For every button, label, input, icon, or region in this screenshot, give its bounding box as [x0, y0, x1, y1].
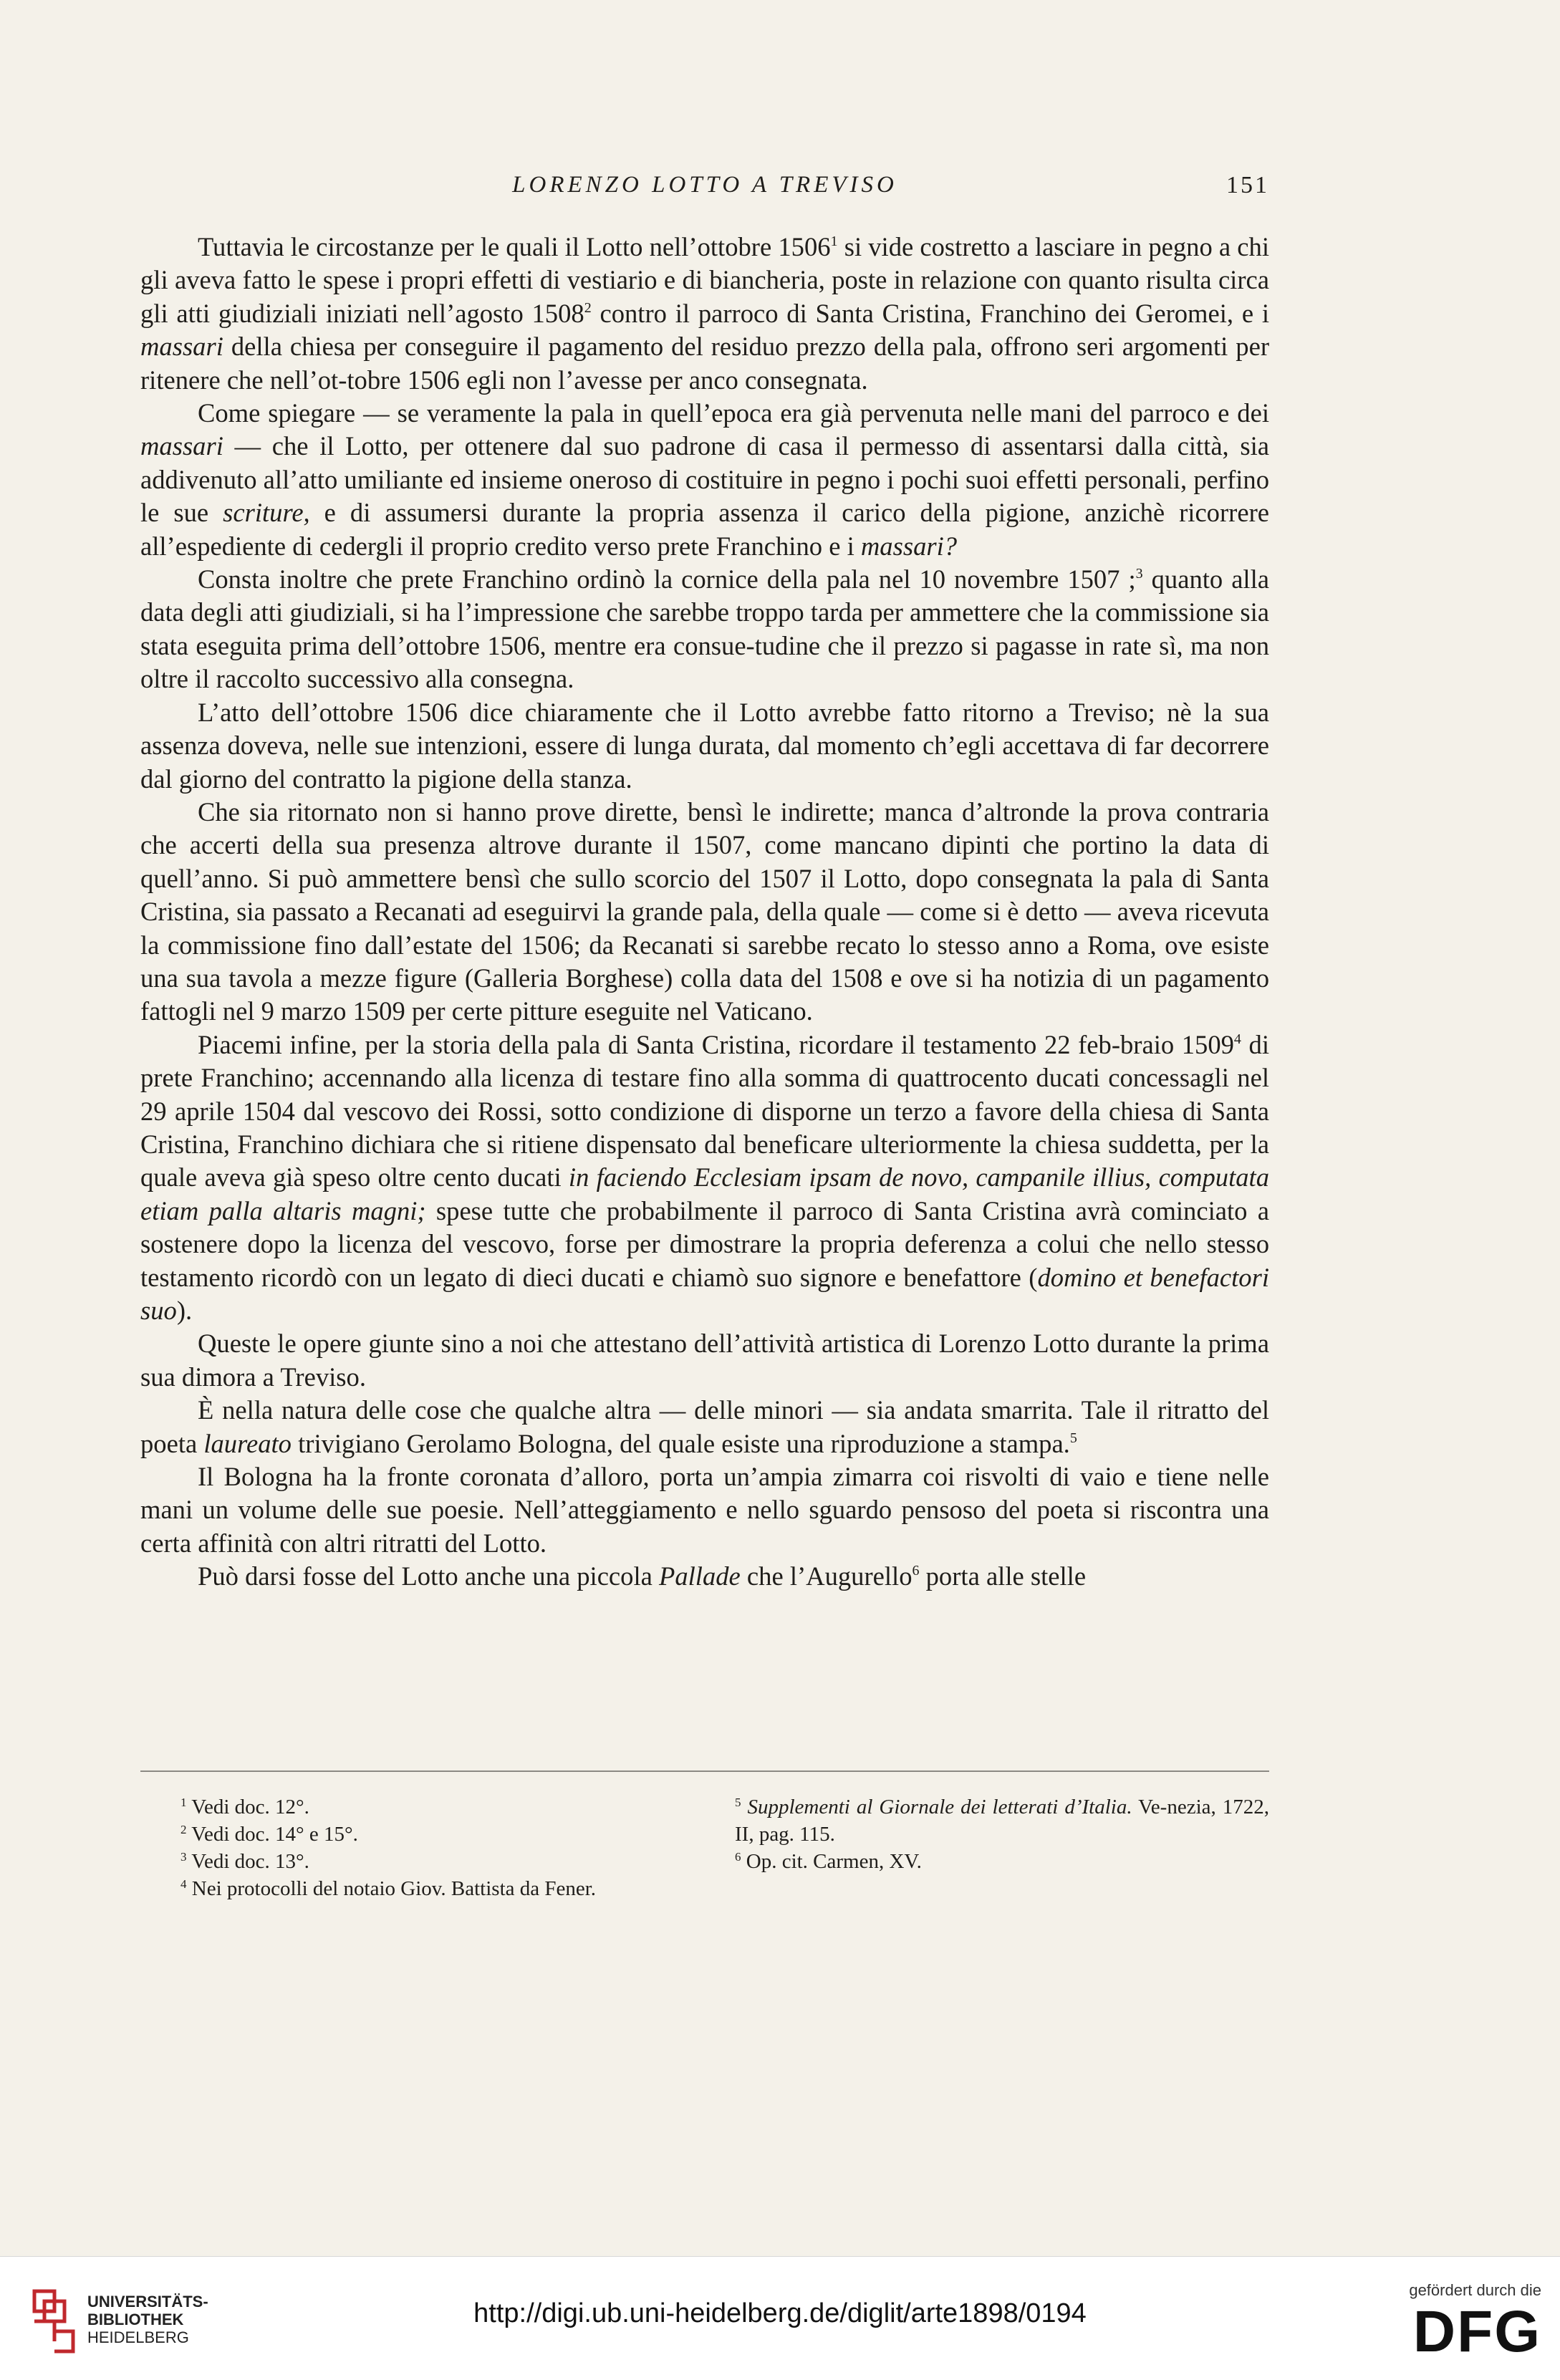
paragraph-10: Può darsi fosse del Lotto anche una piccola Pallade che l’Augurello$^6$ porta alle stelle	[198, 1561, 1087, 1591]
footnote-6: $^6$ Op. cit. Carmen, XV.	[735, 1850, 922, 1873]
dfg-logo: DFG	[1412, 2299, 1541, 2364]
footnote-5: $^5$ Supplementi al Giornale dei letterati d’Italia. Ve-nezia, 1722, II, pag. 115.	[735, 1796, 1270, 1846]
footnote-ref-1[interactable]: 1	[830, 233, 838, 249]
footnote-1: $^1$ Vedi doc. 12°.	[180, 1796, 309, 1818]
paragraph-8: È nella natura delle cose che qualche altra — delle minori — sia andata smarrita. Tale il ritratto del poeta laureato trivigiano Gerolamo Bologna, del quale esiste una riproduzione a stampa.$^5$	[140, 1395, 1269, 1458]
paragraph-2: Come spiegare — se veramente la pala in quell’epoca era già pervenuta nelle mani del parroco e dei massari — che il Lotto, per ottenere dal suo padrone di casa il permesso di assentarsi dalla città, sia addivenuto all’atto umiliante ed insieme oneroso di costituire in pegno i pochi suoi effetti personali, perfino le sue scriture, e di assumersi durante la propria assenza il carico della pigione, anzichè ricorrere all’espediente di cedergli il proprio credito verso prete Franchino e i massari?	[140, 398, 1269, 561]
footnote-ref-4[interactable]: 4	[1233, 1031, 1241, 1047]
page-header	[140, 172, 1269, 208]
footnote-ref-5[interactable]: 5	[1069, 1430, 1077, 1446]
body-text	[140, 231, 1269, 1594]
page-number: 151	[1226, 172, 1269, 198]
footnote-ref-2[interactable]: 2	[584, 299, 592, 316]
footnote-ref-3[interactable]: 3	[1135, 566, 1143, 582]
footnotes-right-column	[735, 1793, 1269, 1875]
paragraph-3: Consta inoltre che prete Franchino ordinò la cornice della pala nel 10 novembre 1507 ;$^3$ quanto alla data degli atti giudiziali, si ha l’impressione che sarebbe troppo tarda per ammettere che la commissione sia stata eseguita prima dell’ottobre 1506, mentre era consue-tudine che il prezzo si pagasse in rate sì, ma non oltre il raccolto successivo alla consegna.	[140, 564, 1269, 694]
paragraph-1: Tuttavia le circostanze per le quali il Lotto nell’ottobre 1506$^1$ si vide costretto a lasciare in pegno a chi gli aveva fatto le spese i propri effetti di vestiario e di biancheria, poste in relazione con quanto risulta circa gli atti giudiziali iniziati nell’agosto 1508$^2$ contro il parroco di Santa Cristina, Franchino dei Geromei, e i massari della chiesa per conseguire il pagamento del residuo prezzo della pala, offrono seri argomenti per ritenere che nell’ot-tobre 1506 egli non l’avesse per anco consegnata.	[140, 232, 1270, 395]
paragraph-4: L’atto dell’ottobre 1506 dice chiaramente che il Lotto avrebbe fatto ritorno a Treviso; nè la sua assenza doveva, nelle sue intenzioni, essere di lunga durata, dal momento ch’egli accettava di far decorrere dal giorno del contratto la pigione della stanza.	[140, 697, 1269, 794]
funder-block[interactable]	[1391, 2281, 1541, 2364]
footnote-2: $^2$ Vedi doc. 14° e 15°.	[180, 1823, 358, 1846]
footnote-4: $^4$ Nei protocolli del notaio Giov. Battista da Fener.	[180, 1877, 597, 1900]
footnotes-left-column	[180, 1793, 639, 1902]
running-title: LORENZO LOTTO A TREVISO	[512, 172, 897, 198]
footnote-3: $^3$ Vedi doc. 13°.	[180, 1850, 309, 1873]
paragraph-7: Queste le opere giunte sino a noi che attestano dell’attività artistica di Lorenzo Lotto durante la prima sua dimora a Treviso.	[140, 1329, 1269, 1392]
footnote-ref-6[interactable]: 6	[912, 1563, 920, 1579]
paragraph-5: Che sia ritornato non si hanno prove dirette, bensì le indirette; manca d’altronde la prova contraria che accerti della sua presenza altrove durante il 1507, come mancano dipinti che portino la data di quell’anno. Si può ammettere bensì che sullo scorcio del 1507 il Lotto, dopo consegnata la pala di Santa Cristina, sia passato a Recanati ad eseguirvi la grande pala, della quale — come si è detto — aveva ricevuta la commissione fino dall’estate del 1506; da Recanati si sarebbe recato lo stesso anno a Roma, ove esiste una sua tavola a mezze figure (Galleria Borghese) colla data del 1508 e ove si ha notizia di un pagamento fattogli nel 9 marzo 1509 per certe pitture eseguite nel Vaticano.	[140, 796, 1269, 1026]
funding-note: gefördert durch die	[1409, 2281, 1541, 2299]
library-name: UNIVERSITÄTS- BIBLIOTHEK HEIDELBERG	[87, 2293, 208, 2346]
permalink-url[interactable]: http://digi.ub.uni-heidelberg.de/diglit/arte1898/0194	[473, 2298, 1087, 2328]
paragraph-6: Piacemi infine, per la storia della pala di Santa Cristina, ricordare il testamento 22 feb-braio 1509$^4$ di prete Franchino; accennando alla licenza di testare fino alla somma di quattrocento ducati concessagli nel 29 aprile 1504 dal vescovo dei Rossi, sotto condizione di disporne un terzo a favore della chiesa di Santa Cristina, Franchino dichiara che si ritiene dispensato dal beneficare ulteriormente la chiesa suddetta, per la quale aveva già speso oltre cento ducati in faciendo Ecclesiam ipsam de novo, campanile illius, computata etiam palla altaris magni; spese tutte che probabilmente il parroco di Santa Cristina avrà cominciato a sostenere dopo la licenza del vescovo, forse per dimostrare la propria deferenza a colui che nello stesso testamento ricordò con un legato di dieci ducati e chiamò suo signore e benefattore (domino et benefactori suo).	[140, 1029, 1269, 1325]
paragraph-9: Il Bologna ha la fronte coronata d’alloro, porta un’ampia zimarra coi risvolti di vaio e tiene nelle mani un volume delle sue poesie. Nell’atteggiamento e nello sguardo pensoso del poeta si riscontra una certa affinità con altri ritratti del Lotto.	[140, 1462, 1269, 1558]
digitization-footer	[0, 2256, 1560, 2380]
footnote-divider	[140, 1770, 1269, 1772]
